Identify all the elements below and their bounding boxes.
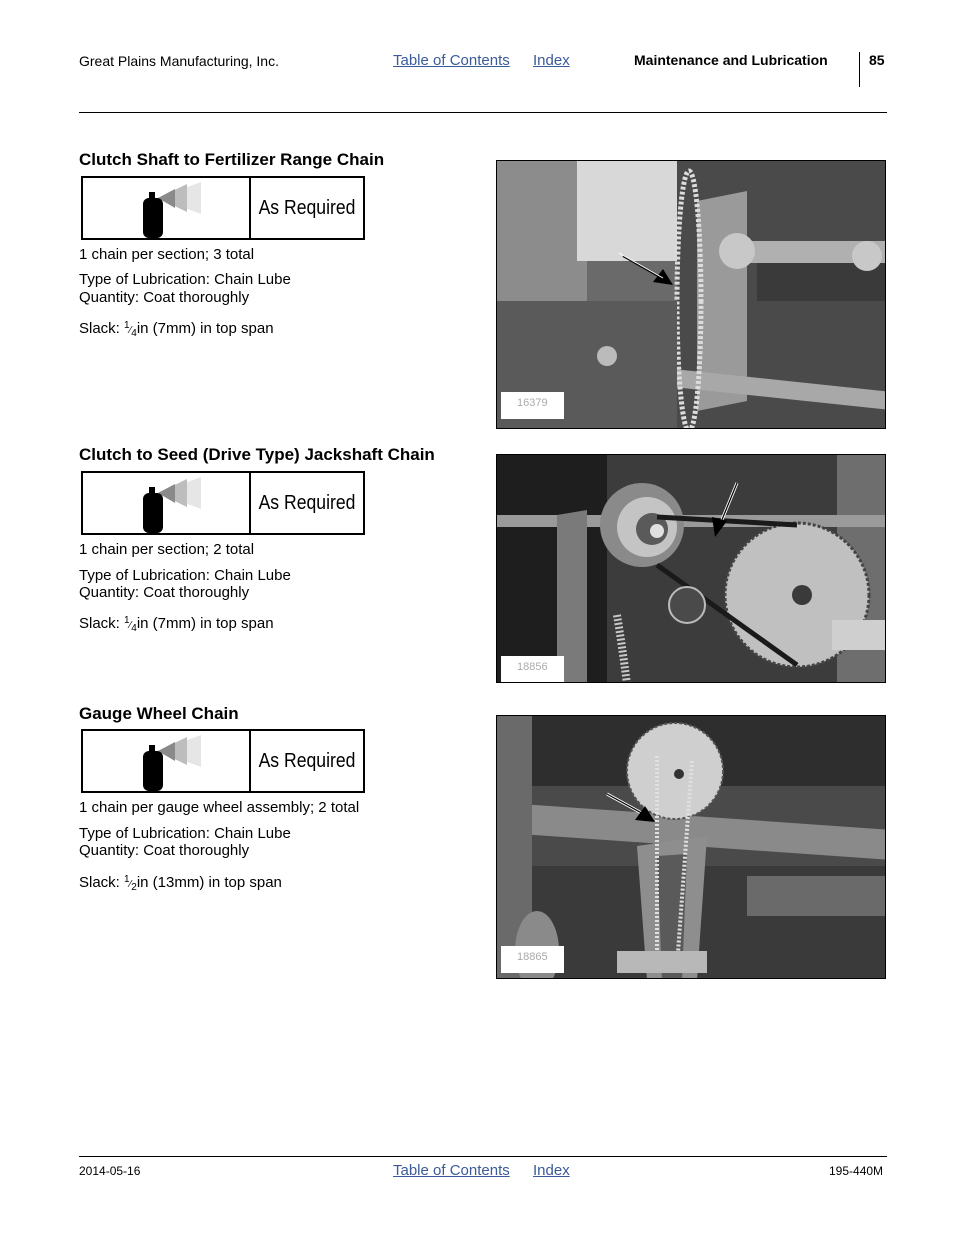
chain-count: 1 chain per gauge wheel assembly; 2 total — [79, 799, 360, 816]
photo-clutch-shaft-chain — [496, 160, 886, 429]
header-toc-link[interactable]: Table of Contents — [393, 52, 510, 69]
lube-interval-label: As Required — [258, 491, 356, 514]
footer-doc-number: 195-440M — [829, 1164, 884, 1178]
section-title-clutch-seed: Clutch to Seed (Drive Type) Jackshaft Chain — [79, 445, 435, 464]
header-divider — [859, 52, 860, 87]
lube-quantity: Quantity: Coat thoroughly — [79, 842, 250, 859]
section-title-gauge-wheel: Gauge Wheel Chain — [79, 704, 239, 723]
company-name: Great Plains Manufacturing, Inc. — [79, 53, 279, 69]
photo-clutch-seed-chain — [496, 454, 886, 683]
spray-can-icon — [83, 178, 251, 238]
footer-rule — [79, 1156, 887, 1157]
section-name: Maintenance and Lubrication — [634, 52, 828, 68]
lube-interval-box — [81, 471, 365, 535]
lube-quantity: Quantity: Coat thoroughly — [79, 289, 250, 306]
slack-spec: Slack: $^1⁄_4in$ (7mm) in top span — [79, 320, 274, 339]
lube-type: Type of Lubrication: Chain Lube — [79, 567, 291, 584]
lube-interval-label: As Required — [258, 196, 356, 219]
lube-interval-box — [81, 729, 365, 793]
slack-spec: Slack: $^1⁄_2in$ (13mm) in top span — [79, 874, 282, 893]
lube-type: Type of Lubrication: Chain Lube — [79, 271, 291, 288]
page-number: 85 — [869, 52, 885, 68]
section-title-clutch-shaft: Clutch Shaft to Fertilizer Range Chain — [79, 150, 385, 169]
lube-quantity: Quantity: Coat thoroughly — [79, 584, 250, 601]
lube-type: Type of Lubrication: Chain Lube — [79, 825, 291, 842]
header-rule — [79, 112, 887, 113]
footer-index-link[interactable]: Index — [533, 1162, 570, 1179]
figure-number: 18856 — [501, 656, 564, 683]
slack-spec: Slack: $^1⁄_4in$ (7mm) in top span — [79, 615, 274, 634]
footer-toc-link[interactable]: Table of Contents — [393, 1162, 510, 1179]
photo-gauge-wheel-chain — [496, 715, 886, 979]
figure-number: 16379 — [501, 392, 564, 419]
spray-can-icon — [83, 731, 251, 791]
chain-count: 1 chain per section; 2 total — [79, 541, 255, 558]
lube-interval-label: As Required — [258, 749, 356, 772]
lube-interval-box — [81, 176, 365, 240]
footer-date: 2014-05-16 — [79, 1164, 141, 1178]
chain-count: 1 chain per section; 3 total — [79, 246, 255, 263]
header-index-link[interactable]: Index — [533, 52, 570, 69]
spray-can-icon — [83, 473, 251, 533]
figure-number: 18865 — [501, 946, 564, 973]
